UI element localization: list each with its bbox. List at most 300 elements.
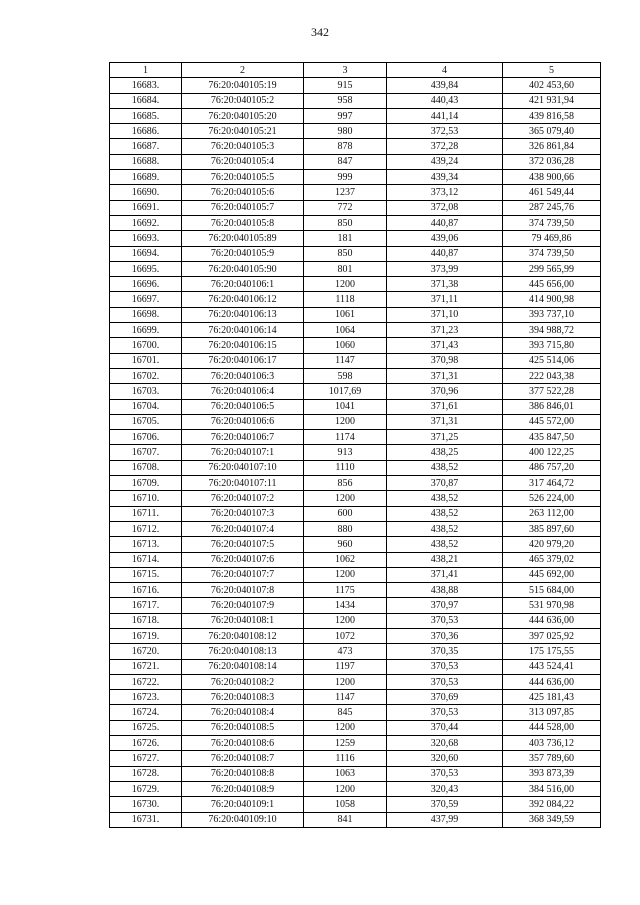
table-cell: 441,14: [387, 108, 503, 123]
table-cell: 76:20:040106:1: [182, 277, 304, 292]
table-row: [110, 414, 601, 429]
table-cell: 425 181,43: [503, 690, 601, 705]
table-row: [110, 200, 601, 215]
table-cell: 486 757,20: [503, 460, 601, 475]
table-cell: 287 245,76: [503, 200, 601, 215]
table-cell: 181: [304, 231, 387, 246]
table-cell: 76:20:040108:2: [182, 674, 304, 689]
table-cell: 997: [304, 108, 387, 123]
table-cell: 1072: [304, 628, 387, 643]
table-cell: 313 097,85: [503, 705, 601, 720]
table-cell: 16709.: [110, 476, 182, 491]
table-cell: 76:20:040105:9: [182, 246, 304, 261]
column-header: 2: [182, 63, 304, 78]
table-cell: 16685.: [110, 108, 182, 123]
table-row: [110, 215, 601, 230]
table-cell: 76:20:040106:5: [182, 399, 304, 414]
table-row: [110, 399, 601, 414]
table-cell: 445 692,00: [503, 567, 601, 582]
table-cell: 16707.: [110, 445, 182, 460]
table-cell: 16730.: [110, 797, 182, 812]
table-cell: 439,06: [387, 231, 503, 246]
table-cell: 16721.: [110, 659, 182, 674]
page-number: 342: [311, 25, 329, 39]
table-cell: 999: [304, 170, 387, 185]
table-cell: 371,31: [387, 368, 503, 383]
table-cell: 16726.: [110, 736, 182, 751]
table-cell: 370,59: [387, 797, 503, 812]
table-cell: 320,68: [387, 736, 503, 751]
table-cell: 598: [304, 368, 387, 383]
table-cell: 79 469,86: [503, 231, 601, 246]
table-cell: 438,52: [387, 506, 503, 521]
table-cell: 76:20:040108:13: [182, 644, 304, 659]
table-cell: 299 565,99: [503, 261, 601, 276]
table-cell: 320,60: [387, 751, 503, 766]
table-cell: 16689.: [110, 170, 182, 185]
table-cell: 1200: [304, 720, 387, 735]
table-cell: 392 084,22: [503, 797, 601, 812]
table-cell: 850: [304, 215, 387, 230]
table-cell: 16699.: [110, 323, 182, 338]
table-cell: 600: [304, 506, 387, 521]
table-cell: 76:20:040106:3: [182, 368, 304, 383]
table-cell: 1200: [304, 567, 387, 582]
table-row: [110, 338, 601, 353]
table-cell: 371,43: [387, 338, 503, 353]
table-cell: 1197: [304, 659, 387, 674]
table-cell: 76:20:040105:89: [182, 231, 304, 246]
table-cell: 76:20:040108:5: [182, 720, 304, 735]
table-row: [110, 430, 601, 445]
table-cell: 16722.: [110, 674, 182, 689]
table-cell: 16705.: [110, 414, 182, 429]
table-cell: 76:20:040107:5: [182, 537, 304, 552]
table-cell: 1147: [304, 690, 387, 705]
table-cell: 365 079,40: [503, 124, 601, 139]
table-cell: 1017,69: [304, 384, 387, 399]
table-cell: 1063: [304, 766, 387, 781]
table-row: [110, 139, 601, 154]
table-cell: 393 737,10: [503, 307, 601, 322]
table-cell: 847: [304, 154, 387, 169]
table-cell: 443 524,41: [503, 659, 601, 674]
table-cell: 357 789,60: [503, 751, 601, 766]
table-cell: 16686.: [110, 124, 182, 139]
table-cell: 1061: [304, 307, 387, 322]
column-header: 1: [110, 63, 182, 78]
table-cell: 16727.: [110, 751, 182, 766]
table-cell: 370,53: [387, 659, 503, 674]
table-cell: 372,28: [387, 139, 503, 154]
table-cell: 76:20:040105:5: [182, 170, 304, 185]
table-cell: 372,08: [387, 200, 503, 215]
table-cell: 16698.: [110, 307, 182, 322]
table-cell: 76:20:040106:15: [182, 338, 304, 353]
table-cell: 374 739,50: [503, 246, 601, 261]
table-row: [110, 797, 601, 812]
table-cell: 175 175,55: [503, 644, 601, 659]
table-row: [110, 766, 601, 781]
table-cell: 1062: [304, 552, 387, 567]
table-cell: 373,99: [387, 261, 503, 276]
table-row: [110, 598, 601, 613]
table-cell: 76:20:040108:8: [182, 766, 304, 781]
table-cell: 76:20:040107:1: [182, 445, 304, 460]
table-cell: 445 572,00: [503, 414, 601, 429]
table-cell: 856: [304, 476, 387, 491]
table-cell: 915: [304, 78, 387, 93]
table-cell: 368 349,59: [503, 812, 601, 827]
table-cell: 16731.: [110, 812, 182, 827]
table-cell: 1200: [304, 277, 387, 292]
table-cell: 370,87: [387, 476, 503, 491]
table-cell: 76:20:040105:4: [182, 154, 304, 169]
table-cell: 1200: [304, 674, 387, 689]
table-cell: 438,52: [387, 537, 503, 552]
table-cell: 1237: [304, 185, 387, 200]
table-cell: 370,69: [387, 690, 503, 705]
table-row: [110, 261, 601, 276]
table-cell: 526 224,00: [503, 491, 601, 506]
table-cell: 371,41: [387, 567, 503, 582]
table-cell: 414 900,98: [503, 292, 601, 307]
table-cell: 515 684,00: [503, 583, 601, 598]
table-row: [110, 720, 601, 735]
table-cell: 439,24: [387, 154, 503, 169]
table-cell: 371,31: [387, 414, 503, 429]
table-cell: 76:20:040107:8: [182, 583, 304, 598]
table-row: [110, 185, 601, 200]
table-cell: 371,11: [387, 292, 503, 307]
table-row: [110, 353, 601, 368]
table-cell: 76:20:040105:3: [182, 139, 304, 154]
table-cell: 16684.: [110, 93, 182, 108]
table-row: [110, 781, 601, 796]
table-cell: 76:20:040107:6: [182, 552, 304, 567]
table-cell: 76:20:040105:90: [182, 261, 304, 276]
table-cell: 76:20:040108:3: [182, 690, 304, 705]
table-cell: 76:20:040105:6: [182, 185, 304, 200]
table-body: [110, 63, 601, 828]
table-cell: 913: [304, 445, 387, 460]
column-header: 3: [304, 63, 387, 78]
table-cell: 438,25: [387, 445, 503, 460]
table-cell: 16724.: [110, 705, 182, 720]
table-cell: 386 846,01: [503, 399, 601, 414]
table-cell: 16703.: [110, 384, 182, 399]
table-row: [110, 93, 601, 108]
table-cell: 370,35: [387, 644, 503, 659]
table-cell: 438,88: [387, 583, 503, 598]
table-cell: 16725.: [110, 720, 182, 735]
table-cell: 16711.: [110, 506, 182, 521]
table-cell: 76:20:040108:6: [182, 736, 304, 751]
table-cell: 76:20:040106:4: [182, 384, 304, 399]
table-cell: 16697.: [110, 292, 182, 307]
table-cell: 371,38: [387, 277, 503, 292]
table-cell: 425 514,06: [503, 353, 601, 368]
table-cell: 16700.: [110, 338, 182, 353]
table-header-row: [110, 63, 601, 78]
table-cell: 393 873,39: [503, 766, 601, 781]
table-cell: 960: [304, 537, 387, 552]
table-cell: 76:20:040108:4: [182, 705, 304, 720]
table-cell: 76:20:040108:7: [182, 751, 304, 766]
table-cell: 440,87: [387, 246, 503, 261]
table-cell: 76:20:040105:21: [182, 124, 304, 139]
table-cell: 1200: [304, 613, 387, 628]
table-cell: 370,97: [387, 598, 503, 613]
table-cell: 16728.: [110, 766, 182, 781]
table-cell: 16729.: [110, 781, 182, 796]
table-cell: 440,43: [387, 93, 503, 108]
table-cell: 76:20:040107:7: [182, 567, 304, 582]
table-cell: 439,84: [387, 78, 503, 93]
table-cell: 76:20:040105:7: [182, 200, 304, 215]
table-cell: 878: [304, 139, 387, 154]
table-cell: 16691.: [110, 200, 182, 215]
table-cell: 76:20:040106:12: [182, 292, 304, 307]
table-cell: 845: [304, 705, 387, 720]
table-row: [110, 368, 601, 383]
table-cell: 76:20:040107:10: [182, 460, 304, 475]
table-cell: 76:20:040109:10: [182, 812, 304, 827]
table-cell: 16695.: [110, 261, 182, 276]
table-cell: 531 970,98: [503, 598, 601, 613]
table-row: [110, 705, 601, 720]
table-cell: 371,23: [387, 323, 503, 338]
table-row: [110, 277, 601, 292]
table-cell: 76:20:040106:13: [182, 307, 304, 322]
table-cell: 370,53: [387, 705, 503, 720]
table-cell: 439,34: [387, 170, 503, 185]
table-cell: 76:20:040108:9: [182, 781, 304, 796]
table-row: [110, 491, 601, 506]
table-cell: 76:20:040108:1: [182, 613, 304, 628]
table-cell: 16713.: [110, 537, 182, 552]
table-cell: 438,52: [387, 460, 503, 475]
table-row: [110, 812, 601, 827]
table-cell: 465 379,02: [503, 552, 601, 567]
table-cell: 377 522,28: [503, 384, 601, 399]
table-cell: 16706.: [110, 430, 182, 445]
table-cell: 1058: [304, 797, 387, 812]
table-cell: 370,44: [387, 720, 503, 735]
table-cell: 403 736,12: [503, 736, 601, 751]
table-cell: 473: [304, 644, 387, 659]
table-cell: 76:20:040107:9: [182, 598, 304, 613]
table-cell: 1064: [304, 323, 387, 338]
table-row: [110, 231, 601, 246]
table-cell: 16688.: [110, 154, 182, 169]
table-cell: 16708.: [110, 460, 182, 475]
table-cell: 445 656,00: [503, 277, 601, 292]
table-cell: 370,98: [387, 353, 503, 368]
table-cell: 850: [304, 246, 387, 261]
table-cell: 76:20:040105:19: [182, 78, 304, 93]
table-row: [110, 124, 601, 139]
table-cell: 374 739,50: [503, 215, 601, 230]
table-row: [110, 537, 601, 552]
table-cell: 370,36: [387, 628, 503, 643]
table-cell: 1434: [304, 598, 387, 613]
table-row: [110, 323, 601, 338]
table-cell: 394 988,72: [503, 323, 601, 338]
table-cell: 880: [304, 521, 387, 536]
table-cell: 16716.: [110, 583, 182, 598]
table-row: [110, 659, 601, 674]
table-cell: 444 636,00: [503, 674, 601, 689]
data-table: [109, 62, 601, 828]
table-cell: 370,96: [387, 384, 503, 399]
table-row: [110, 78, 601, 93]
table-cell: 371,61: [387, 399, 503, 414]
table-cell: 841: [304, 812, 387, 827]
table-row: [110, 751, 601, 766]
table-cell: 317 464,72: [503, 476, 601, 491]
table-cell: 16719.: [110, 628, 182, 643]
table-cell: 980: [304, 124, 387, 139]
table-cell: 16687.: [110, 139, 182, 154]
table-cell: 371,10: [387, 307, 503, 322]
table-cell: 16696.: [110, 277, 182, 292]
table-cell: 222 043,38: [503, 368, 601, 383]
table-row: [110, 170, 601, 185]
table-cell: 76:20:040107:4: [182, 521, 304, 536]
table-cell: 16690.: [110, 185, 182, 200]
table-cell: 1200: [304, 781, 387, 796]
table-cell: 76:20:040106:7: [182, 430, 304, 445]
table-row: [110, 690, 601, 705]
table-cell: 958: [304, 93, 387, 108]
table-cell: 76:20:040107:2: [182, 491, 304, 506]
table-cell: 76:20:040106:6: [182, 414, 304, 429]
table-cell: 371,25: [387, 430, 503, 445]
table-cell: 370,53: [387, 613, 503, 628]
table-cell: 16693.: [110, 231, 182, 246]
table-cell: 76:20:040108:12: [182, 628, 304, 643]
table-cell: 76:20:040105:8: [182, 215, 304, 230]
table-cell: 801: [304, 261, 387, 276]
table-cell: 76:20:040107:11: [182, 476, 304, 491]
table-row: [110, 613, 601, 628]
table-cell: 444 636,00: [503, 613, 601, 628]
table-cell: 439 816,58: [503, 108, 601, 123]
table-cell: 76:20:040106:14: [182, 323, 304, 338]
table-row: [110, 644, 601, 659]
table-cell: 16694.: [110, 246, 182, 261]
table-cell: 1060: [304, 338, 387, 353]
table-cell: 370,53: [387, 674, 503, 689]
table-cell: 373,12: [387, 185, 503, 200]
table-cell: 397 025,92: [503, 628, 601, 643]
table-cell: 438,52: [387, 521, 503, 536]
table-cell: 461 549,44: [503, 185, 601, 200]
table-cell: 76:20:040106:17: [182, 353, 304, 368]
table-row: [110, 108, 601, 123]
table-row: [110, 552, 601, 567]
table-row: [110, 307, 601, 322]
table-cell: 16714.: [110, 552, 182, 567]
table-cell: 1259: [304, 736, 387, 751]
table-cell: 370,53: [387, 766, 503, 781]
column-header: 4: [387, 63, 503, 78]
table-row: [110, 445, 601, 460]
table-cell: 1118: [304, 292, 387, 307]
table-cell: 1174: [304, 430, 387, 445]
table-cell: 1175: [304, 583, 387, 598]
table-cell: 421 931,94: [503, 93, 601, 108]
table-cell: 438,21: [387, 552, 503, 567]
table-cell: 384 516,00: [503, 781, 601, 796]
table-row: [110, 736, 601, 751]
table-cell: 16720.: [110, 644, 182, 659]
table-cell: 16702.: [110, 368, 182, 383]
table-row: [110, 154, 601, 169]
table-cell: 1200: [304, 491, 387, 506]
table-cell: 1110: [304, 460, 387, 475]
table-cell: 1041: [304, 399, 387, 414]
table-row: [110, 246, 601, 261]
table-cell: 385 897,60: [503, 521, 601, 536]
table-cell: 393 715,80: [503, 338, 601, 353]
table-cell: 76:20:040108:14: [182, 659, 304, 674]
table-cell: 76:20:040105:2: [182, 93, 304, 108]
table-cell: 372,53: [387, 124, 503, 139]
table-cell: 320,43: [387, 781, 503, 796]
table-row: [110, 628, 601, 643]
table-row: [110, 460, 601, 475]
table-cell: 435 847,50: [503, 430, 601, 445]
table-cell: 16723.: [110, 690, 182, 705]
table-cell: 326 861,84: [503, 139, 601, 154]
table-cell: 76:20:040105:20: [182, 108, 304, 123]
table-cell: 420 979,20: [503, 537, 601, 552]
table-cell: 372 036,28: [503, 154, 601, 169]
table-cell: 1200: [304, 414, 387, 429]
table-row: [110, 583, 601, 598]
table-cell: 16701.: [110, 353, 182, 368]
table-cell: 1116: [304, 751, 387, 766]
table-cell: 76:20:040109:1: [182, 797, 304, 812]
table-row: [110, 567, 601, 582]
table-row: [110, 476, 601, 491]
table-cell: 438 900,66: [503, 170, 601, 185]
table-cell: 263 112,00: [503, 506, 601, 521]
table-row: [110, 674, 601, 689]
table-cell: 16712.: [110, 521, 182, 536]
table-cell: 772: [304, 200, 387, 215]
table-cell: 16683.: [110, 78, 182, 93]
column-header: 5: [503, 63, 601, 78]
table-cell: 440,87: [387, 215, 503, 230]
table-cell: 444 528,00: [503, 720, 601, 735]
table-cell: 437,99: [387, 812, 503, 827]
table-row: [110, 292, 601, 307]
table-cell: 16717.: [110, 598, 182, 613]
table-row: [110, 506, 601, 521]
table-cell: 16710.: [110, 491, 182, 506]
table-row: [110, 384, 601, 399]
table-cell: 76:20:040107:3: [182, 506, 304, 521]
table-cell: 400 122,25: [503, 445, 601, 460]
table-cell: 438,52: [387, 491, 503, 506]
table-row: [110, 521, 601, 536]
table-cell: 1147: [304, 353, 387, 368]
table-cell: 16715.: [110, 567, 182, 582]
table-cell: 16704.: [110, 399, 182, 414]
